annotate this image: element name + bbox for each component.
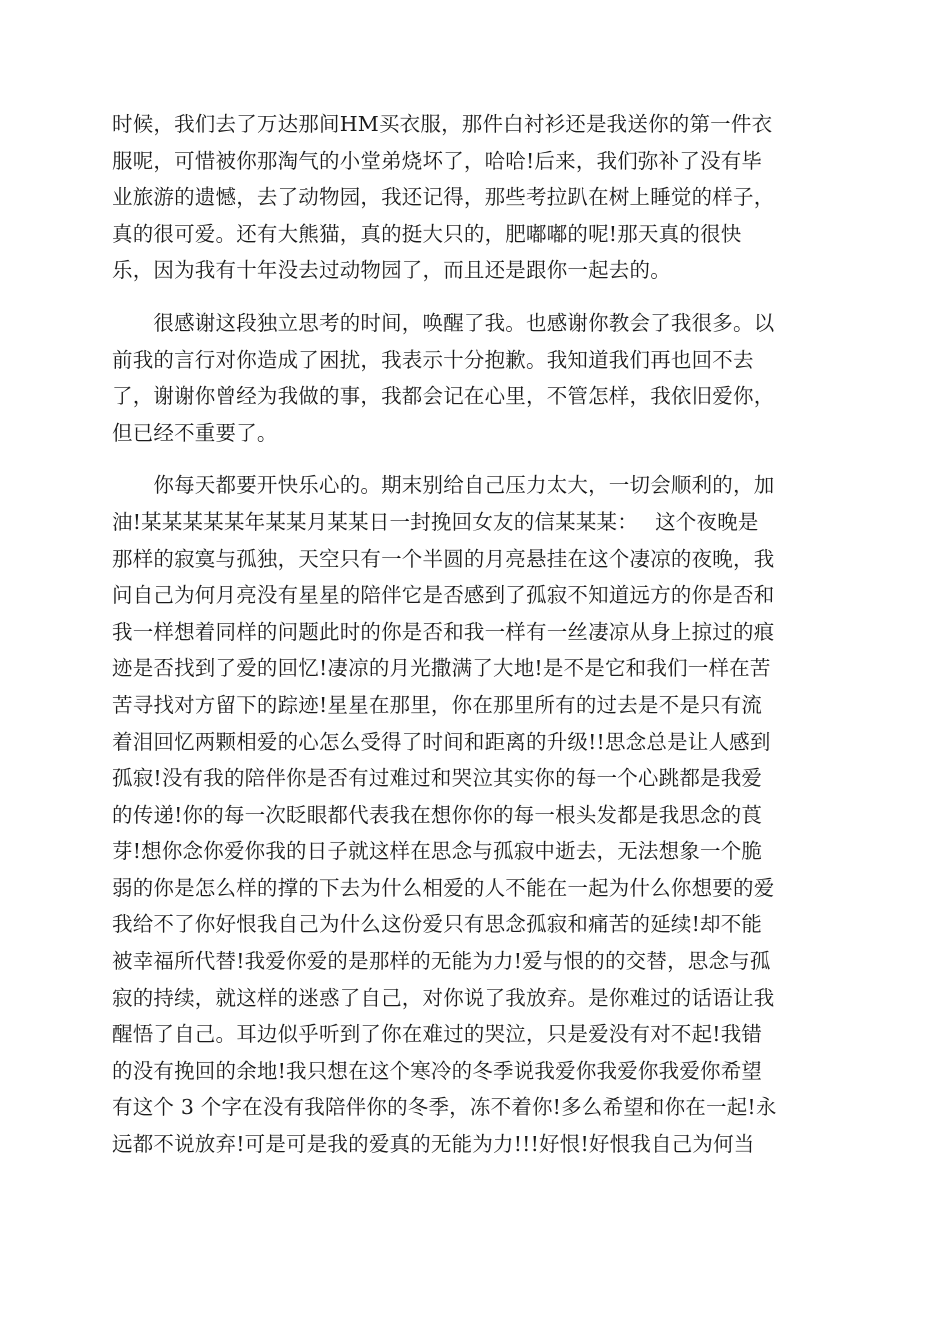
text-line: 但已经不重要了。 bbox=[112, 420, 278, 445]
text-line: 的没有挽回的余地!我只想在这个寒冷的冬季说我爱你我爱你我爱你希望 bbox=[112, 1058, 763, 1083]
text-line: 弱的你是怎么样的撑的下去为什么相爱的人不能在一起为什么你想要的爱 bbox=[112, 875, 775, 900]
text-line: 有这个 3 个字在没有我陪伴你的冬季，冻不着你!多么希望和你在一起!永 bbox=[112, 1095, 777, 1120]
text-line: 乐，因为我有十年没去过动物园了，而且还是跟你一起去的。 bbox=[112, 258, 671, 283]
text-line: 我给不了你好恨我自己为什么这份爱只有思念孤寂和痛苦的延续!却不能 bbox=[112, 912, 763, 937]
text-line: 服呢，可惜被你那淘气的小堂弟烧坏了，哈哈!后来，我们弥补了没有毕 bbox=[112, 148, 763, 173]
text-line: 苦寻找对方留下的踪迹!星星在那里，你在那里所有的过去是不是只有流 bbox=[112, 692, 763, 717]
paragraph-3 bbox=[112, 467, 842, 1162]
text-line: 远都不说放弃!可是可是我的爱真的无能为力!!!好恨!好恨我自己为何当 bbox=[112, 1132, 755, 1157]
text-line: 前我的言行对你造成了困扰，我表示十分抱歉。我知道我们再也回不去 bbox=[112, 347, 754, 372]
text-line: 很感谢这段独立思考的时间，唤醒了我。也感谢你教会了我很多。以 bbox=[112, 310, 775, 335]
text-line: 的传递!你的每一次眨眼都代表我在想你你的每一根头发都是我思念的莨 bbox=[112, 802, 763, 827]
text-line: 醒悟了自己。耳边似乎听到了你在难过的哭泣，只是爱没有对不起!我错 bbox=[112, 1022, 763, 1047]
text-line: 芽!想你念你爱你我的日子就这样在思念与孤寂中逝去，无法想象一个脆 bbox=[112, 839, 763, 864]
text-line: 业旅游的遗憾，去了动物园，我还记得，那些考拉趴在树上睡觉的样子， bbox=[112, 185, 775, 210]
text-line: 我一样想着同样的问题此时的你是否和我一样有一丝凄凉从身上掠过的痕 bbox=[112, 619, 775, 644]
text-line: 孤寂!没有我的陪伴你是否有过难过和哭泣其实你的每一个心跳都是我爱 bbox=[112, 766, 763, 791]
text-line: 你每天都要开快乐心的。期末别给自己压力太大，一切会顺利的，加 bbox=[112, 473, 775, 498]
paragraph-spacer bbox=[112, 289, 842, 305]
document-body bbox=[112, 106, 842, 1163]
paragraph-1 bbox=[112, 106, 842, 289]
text-line: 着泪回忆两颗相爱的心怎么受得了时间和距离的升级!!思念总是让人感到 bbox=[112, 729, 771, 754]
text-line: 迹是否找到了爱的回忆!凄凉的月光撒满了大地!是不是它和我们一样在苦 bbox=[112, 656, 771, 681]
text-line: 时候，我们去了万达那间HM买衣服，那件白衬衫还是我送你的第一件衣 bbox=[112, 112, 773, 136]
paragraph-spacer bbox=[112, 451, 842, 467]
text-line: 了，谢谢你曾经为我做的事，我都会记在心里，不管怎样，我依旧爱你， bbox=[112, 384, 775, 409]
text-line: 真的很可爱。还有大熊猫，真的挺大只的，肥嘟嘟的呢!那天真的很快 bbox=[112, 221, 742, 246]
text-line: 问自己为何月亮没有星星的陪伴它是否感到了孤寂不知道远方的你是否和 bbox=[112, 583, 775, 608]
paragraph-2 bbox=[112, 305, 842, 451]
text-line: 那样的寂寞与孤独，天空只有一个半圆的月亮悬挂在这个凄凉的夜晚，我 bbox=[112, 546, 775, 571]
text-line: 油!某某某某某年某某月某某日一封挽回女友的信某某某： 这个夜晚是 bbox=[112, 509, 759, 534]
text-line: 被幸福所代替!我爱你爱的是那样的无能为力!爱与恨的的交替，思念与孤 bbox=[112, 949, 771, 974]
text-line: 寂的持续，就这样的迷惑了自己，对你说了我放弃。是你难过的话语让我 bbox=[112, 985, 775, 1010]
